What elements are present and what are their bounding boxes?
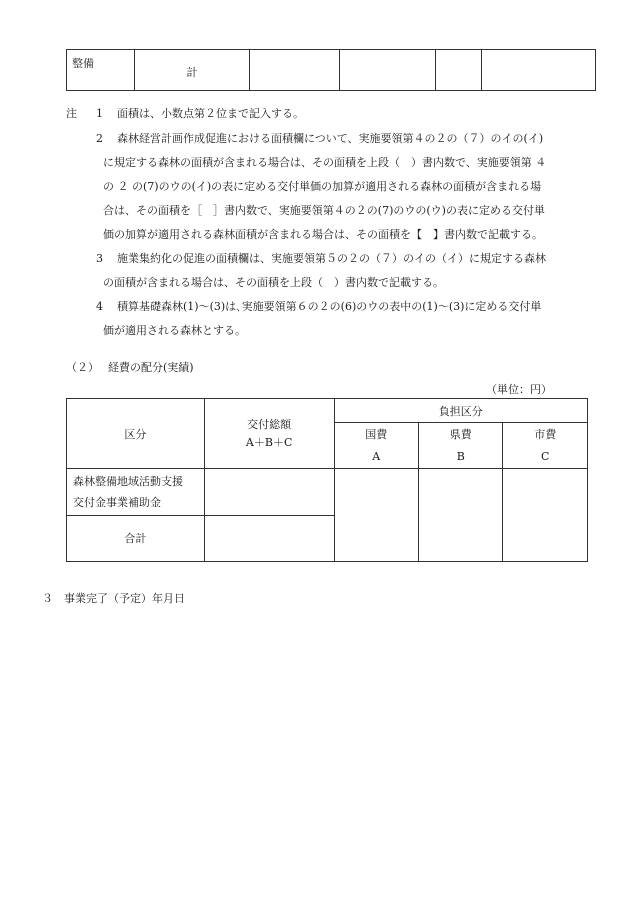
row-total-value	[204, 515, 334, 561]
header-total-formula: A＋B＋C	[245, 435, 293, 449]
row-subsidy-line-1: 森林整備地域活動支援	[73, 475, 183, 489]
cell-shi-value	[503, 469, 588, 562]
header-burden: 負担区分	[334, 399, 587, 423]
empty-cell	[436, 50, 482, 91]
note-3-line-1: 施業集約化の促進の面積欄は、実施要領第５の２の（７）のイの（イ）に規定する森林	[117, 252, 546, 265]
note-1-text: 面積は、小数点第２位まで記入する。	[117, 107, 304, 120]
note-4-line-1: 積算基礎森林(1)～(3)は､実施要領第６の２の(6)のウの表中の(1)～(3)に定める交付単	[117, 300, 542, 313]
section-title-cost-allocation: （２） 経費の配分(実績)	[66, 361, 194, 374]
note-2-line-3: の ２ の(7)のウの(イ)の表に定める交付単価の加算が適用される森林の面積が含まれる場	[103, 180, 542, 193]
row-label-total: 計	[135, 50, 250, 91]
row-label-seibi: 整備	[67, 50, 135, 91]
note-4-line-2: 価が適用される森林とする。	[103, 324, 246, 337]
unit-label: （単位：円）	[486, 383, 552, 396]
note-2-line-5: 価の加算が適用される森林面積が含まれる場合は、その面積を【 】書内数で記載する。	[103, 228, 543, 241]
empty-cell	[340, 50, 436, 91]
note-4-number: 4	[96, 300, 103, 313]
row-subsidy-label	[67, 469, 205, 515]
header-kuni-code: A	[372, 449, 381, 463]
header-kuni	[334, 423, 418, 469]
empty-cell	[250, 50, 340, 91]
note-3-line-2: の面積が含まれる場合は、その面積を上段（ ）書内数で記載する。	[103, 276, 444, 289]
empty-cell	[482, 50, 596, 91]
row-subsidy-total	[204, 469, 334, 515]
row-total-label: 合計	[67, 515, 205, 561]
header-ken-code: B	[456, 449, 465, 463]
cost-allocation-table	[66, 398, 588, 562]
header-total	[204, 399, 334, 469]
note-2-line-1: 森林経営計画作成促進における面積欄について、実施要領第４の２の（７）のイの(イ)	[117, 132, 544, 145]
note-1-number: 1	[96, 107, 103, 120]
note-2-line-4: 合は、その面積を［ ］書内数で、実施要領第４の２の(7)のウの(ウ)の表に定める交付単	[103, 204, 545, 217]
note-2-line-2: に規定する森林の面積が含まれる場合は、その面積を上段（ ）書内数で、実施要領第 ４	[103, 156, 547, 169]
header-kubun: 区分	[67, 399, 205, 469]
cell-kuni-value	[334, 469, 418, 562]
header-kuni-label: 国費	[365, 427, 388, 441]
notes-head: 注	[66, 107, 77, 120]
completion-date-heading: ３ 事業完了（予定）年月日	[42, 592, 185, 605]
area-table-fragment	[66, 49, 596, 91]
cell-ken-value	[419, 469, 503, 562]
header-ken	[419, 423, 503, 469]
header-shi-code: C	[541, 449, 550, 463]
header-total-label: 交付総額	[247, 417, 292, 431]
header-shi-label: 市費	[534, 427, 557, 441]
header-ken-label: 県費	[449, 427, 472, 441]
row-subsidy-line-2: 交付金事業補助金	[73, 496, 161, 510]
note-2-number: 2	[96, 132, 103, 145]
header-shi	[503, 423, 588, 469]
note-3-number: 3	[96, 252, 103, 265]
